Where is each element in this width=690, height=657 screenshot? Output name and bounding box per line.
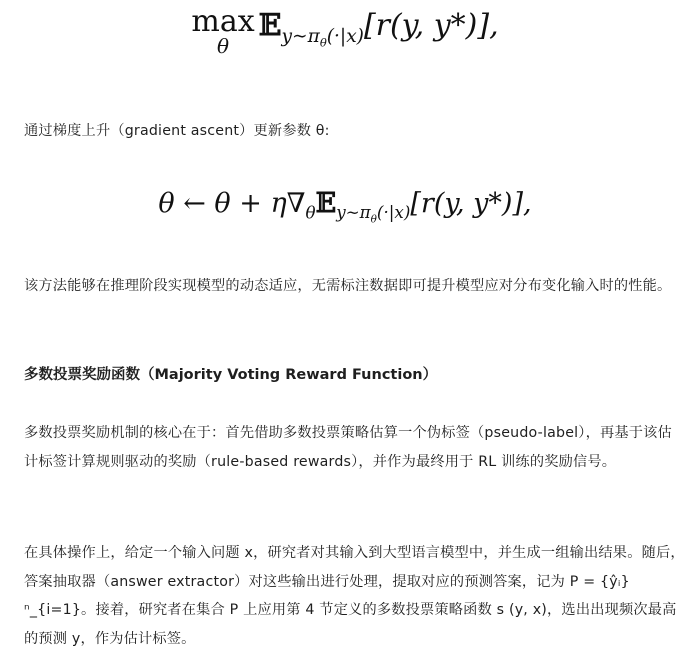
procedure-paragraph: 在具体操作上，给定一个输入问题 x，研究者对其输入到大型语言模型中，并生成一组输出结果。随后，答案抽取器（answer extractor）对这些输出进行处理，提取对应的预测答案，记为 P = {ŷᵢ}ⁿ_{i=1}。接着，研究者在集合 P 上应用第 4 节定义的多数投票策略函数 s (y, x)，选出出现频次最高的预测 y，作为估计标签。 (24, 545, 685, 647)
max-operator: max θ (191, 4, 255, 58)
reward-term: [r(y, y*)], (363, 8, 499, 43)
update-formula (0, 188, 690, 226)
reward-term: [r(y, y*)], (410, 188, 532, 219)
expectation-subscript: y∼πθ(·|x) (281, 26, 364, 50)
update-lhs: θ ← θ + η∇ (158, 188, 306, 219)
expectation-symbol: 𝔼 (315, 188, 337, 219)
adaptation-paragraph: 该方法能够在推理阶段实现模型的动态适应，无需标注数据即可提升模型应对分布变化输入时的性能。 (24, 278, 672, 294)
expectation-symbol: 𝔼 (258, 8, 282, 43)
gradient-ascent-intro: 通过梯度上升（gradient ascent）更新参数 θ: (24, 123, 330, 139)
gradient-subscript: θ (305, 202, 316, 223)
objective-formula (0, 4, 690, 58)
expectation-subscript: y∼πθ(·|x) (336, 202, 411, 226)
mechanism-paragraph: 多数投票奖励机制的核心在于：首先借助多数投票策略估算一个伪标签（pseudo-label），再基于该估计标签计算规则驱动的奖励（rule-based rewards），并作为最终用于 RL 训练的奖励信号。 (24, 425, 672, 470)
section-heading: 多数投票奖励函数（Majority Voting Reward Function） (24, 367, 438, 383)
